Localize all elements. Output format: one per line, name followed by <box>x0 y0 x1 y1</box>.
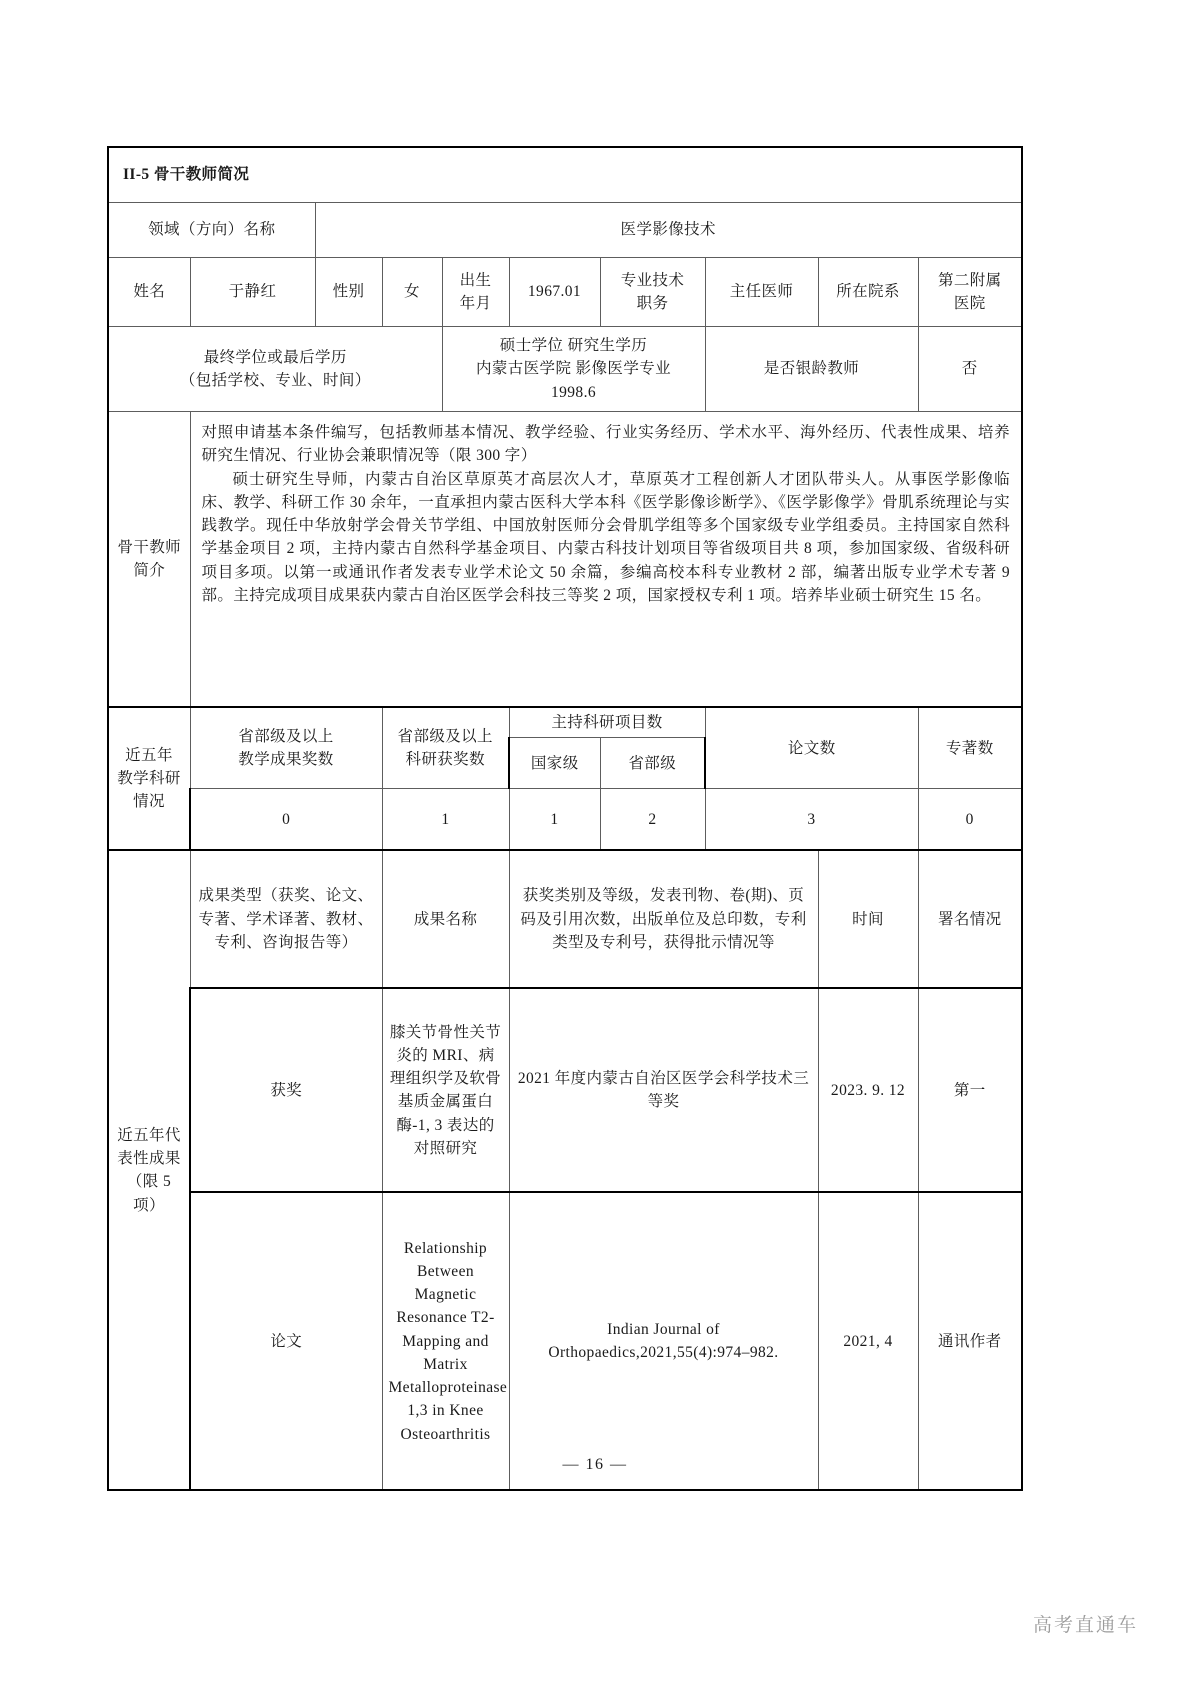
bio-content: 硕士研究生导师，内蒙古自治区草原英才高层次人才，草原英才工程创新人才团队带头人。从事医学影像临床、教学、科研工作 30 余年，一直承担内蒙古医科大学本科《医学影像诊断学》、《医学影像学》骨肌系统理论与实践教学。现任中华放射学会骨关节学组、中国放射医师分会骨肌学组等多个国家级专业学组委员。主持国家自然科学基金项目 2 项，主持内蒙古自然科学基金项目、内蒙古科技计划项目等省级项目共 8 项，参加国家级、省级科研项目多项。以第一或通讯作者发表专业学术论文 50 余篇，参编高校本科专业教材 2 部，编著出版专业学术专著 9 部。主持完成项目成果获内蒙古自治区医学会科技三等奖 2 项，国家授权专利 1 项。培养毕业硕士研究生 15 名。 <box>201 470 1011 604</box>
achievement-row <box>108 1192 1022 1490</box>
birth-value: 1967.01 <box>509 258 600 327</box>
achievements-row-label-line1: 近五年代 <box>117 1126 181 1144</box>
stats-value-research-award: 1 <box>382 789 509 851</box>
achievement-name: Relationship Between Magnetic Resonance T2- Mapping and Matrix Metalloproteinase 1,3 in Knee Osteoarthritis <box>382 1192 509 1490</box>
stats-header-papers: 论文数 <box>705 707 918 789</box>
achievement-signature: 第一 <box>918 988 1022 1192</box>
stats-value-papers: 3 <box>705 789 918 851</box>
dept-label: 所在院系 <box>818 258 918 327</box>
degree-value-line1: 硕士学位 研究生学历 <box>499 337 648 355</box>
stats-row-label-line2: 教学科研 <box>117 770 181 787</box>
achievements-header-time: 时间 <box>818 850 918 988</box>
name-value: 于静红 <box>190 258 315 327</box>
achievements-row-label-line3: （限 5 项） <box>126 1173 172 1214</box>
achievements-row-label <box>108 850 190 1490</box>
degree-label <box>108 327 442 412</box>
watermark: 高考直通车 <box>1032 1615 1138 1636</box>
achievement-time: 2023. 9. 12 <box>818 988 918 1192</box>
degree-value-line2: 内蒙古医学院 影像医学专业 <box>475 360 672 378</box>
bio-instruction: 对照申请基本条件编写，包括教师基本情况、教学经验、行业实务经历、学术水平、海外经历、代表性成果、培养研究生情况、行业协会兼职情况等（限 300 字） <box>201 424 1011 465</box>
bio-row <box>108 412 1022 708</box>
achievement-time: 2021, 4 <box>818 1192 918 1490</box>
stats-row-label-line1: 近五年 <box>125 746 173 764</box>
achievement-signature: 通讯作者 <box>918 1192 1022 1490</box>
page-number: — 16 — <box>562 1456 628 1473</box>
achievements-header-type: 成果类型（获奖、论文、专著、学术译著、教材、专利、咨询报告等） <box>190 850 382 988</box>
degree-label-line2: （包括学校、专业、时间） <box>179 372 371 389</box>
stats-header-monographs: 专著数 <box>918 707 1022 789</box>
field-label: 领域（方向）名称 <box>108 203 315 258</box>
degree-label-line1: 最终学位或最后学历 <box>203 348 347 366</box>
achievements-header-detail: 获奖类别及等级，发表刊物、卷(期)、页码及引用次数，出版单位及总印数，专利类型及专利号，获得批示情况等 <box>509 850 818 988</box>
title-value: 主任医师 <box>705 258 818 327</box>
achievement-detail: 2021 年度内蒙古自治区医学会科学技术三等奖 <box>509 988 818 1192</box>
stats-row-label <box>108 707 190 850</box>
bio-content-cell <box>190 412 1022 708</box>
bio-row-label-line2: 简介 <box>133 562 166 579</box>
achievement-type: 论文 <box>190 1192 382 1490</box>
name-label: 姓名 <box>108 258 190 327</box>
stats-value-projects-provincial: 2 <box>600 789 705 851</box>
title-label-line2: 职务 <box>636 295 669 312</box>
achievements-header-signature: 署名情况 <box>918 850 1022 988</box>
degree-value <box>442 327 705 412</box>
teaching-award-line1: 省部级及以上 <box>238 727 334 745</box>
research-award-line1: 省部级及以上 <box>397 727 493 745</box>
birth-label-line2: 年月 <box>459 295 492 312</box>
stats-value-projects-national: 1 <box>509 789 600 851</box>
achievement-name: 膝关节骨性关节炎的 MRI、病理组织学及软骨基质金属蛋白酶-1, 3 表达的对照研究 <box>382 988 509 1192</box>
degree-value-line3: 1998.6 <box>550 383 597 401</box>
bio-row-label <box>108 412 190 708</box>
section-title-row <box>108 147 1022 203</box>
achievements-header-row <box>108 850 1022 988</box>
stats-row-label-line3: 情况 <box>133 793 165 811</box>
dept-value-line1: 第二附属 <box>937 271 1002 289</box>
dept-value <box>918 258 1022 327</box>
faculty-profile-table <box>107 146 1023 1491</box>
gender-label: 性别 <box>315 258 382 327</box>
stats-value-monographs: 0 <box>918 789 1022 851</box>
stats-header-research-award <box>382 707 509 789</box>
teaching-award-line2: 教学成果奖数 <box>238 751 334 769</box>
field-value: 医学影像技术 <box>315 203 1022 258</box>
achievement-type: 获奖 <box>190 988 382 1192</box>
achievement-row <box>108 988 1022 1192</box>
degree-row <box>108 327 1022 412</box>
stats-values-row <box>108 789 1022 851</box>
birth-label-line1: 出生 <box>459 271 492 289</box>
research-award-line2: 科研获奖数 <box>405 751 485 769</box>
basic-info-row <box>108 258 1022 327</box>
senior-teacher-label: 是否银龄教师 <box>705 327 918 412</box>
stats-header-projects-provincial: 省部级 <box>600 738 705 789</box>
achievement-detail: Indian Journal of Orthopaedics,2021,55(4):974–982. <box>509 1192 818 1490</box>
senior-teacher-value: 否 <box>918 327 1022 412</box>
stats-header-projects-national: 国家级 <box>509 738 600 789</box>
field-row <box>108 203 1022 258</box>
stats-header-row <box>108 707 1022 738</box>
stats-header-projects-group: 主持科研项目数 <box>509 707 705 738</box>
section-title: II-5 骨干教师简况 <box>108 147 1022 203</box>
title-label <box>600 258 705 327</box>
bio-row-label-line1: 骨干教师 <box>117 538 182 556</box>
title-label-line1: 专业技术 <box>620 271 685 289</box>
stats-header-teaching-award <box>190 707 382 789</box>
achievements-row-label-line2: 表性成果 <box>117 1150 181 1167</box>
birth-label <box>442 258 509 327</box>
stats-value-teaching-award: 0 <box>190 789 382 851</box>
achievements-header-name: 成果名称 <box>382 850 509 988</box>
dept-value-line2: 医院 <box>953 295 986 312</box>
gender-value: 女 <box>382 258 442 327</box>
